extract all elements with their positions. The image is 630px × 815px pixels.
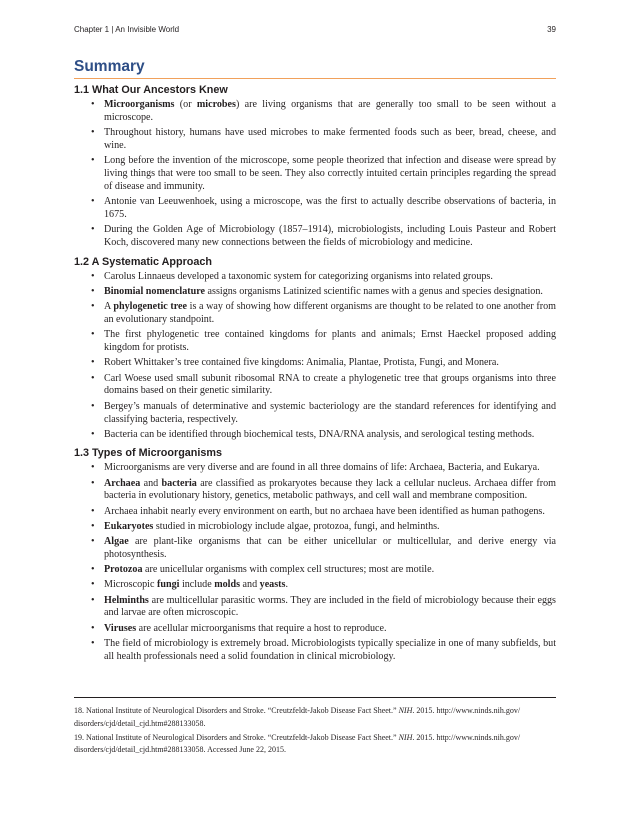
bullet-list bbox=[74, 271, 556, 442]
text-run: assigns organisms Latinized scientific names with a genus and species designation. bbox=[205, 285, 543, 297]
text-run: include bbox=[179, 579, 215, 591]
bold-term: microbes bbox=[196, 99, 236, 110]
bullet-list bbox=[74, 99, 556, 250]
bold-term: phylogenetic tree bbox=[113, 301, 188, 313]
bullet-item bbox=[74, 329, 556, 355]
text-run: is a way of showing how different organisms are thought to be related to one another from an evolutionary standpoint. bbox=[104, 301, 556, 326]
chapter-title: Chapter 1 | An Invisible World bbox=[74, 25, 180, 34]
text-run: are plant-like organisms that can be either unicellular or multicellular, and derive energy via photosynthesis. bbox=[104, 536, 556, 560]
bullet-item bbox=[74, 196, 556, 222]
bullet-item bbox=[74, 271, 556, 284]
bullet-item bbox=[74, 155, 556, 194]
bullet-item bbox=[74, 521, 556, 534]
bullet-item bbox=[74, 286, 556, 299]
text-run: Long before the invention of the microscope, some people theorized that infection and disease were spread by living things that were too small to be seen. They also correctly intuited certain principles regarding the spread of disease and immunity. bbox=[104, 155, 556, 193]
running-head bbox=[74, 25, 556, 34]
text-run: studied in microbiology include algae, protozoa, fungi, and helminths. bbox=[153, 520, 440, 532]
text-run: . 2015. http://www.ninds.nih.gov/ disorders/cjd/detail_cjd.htm#288133058. bbox=[74, 706, 521, 728]
text-run: Robert Whittaker’s tree contained five kingdoms: Animalia, Plantae, Protista, Fungi, and Monera. bbox=[104, 357, 499, 369]
page-number: 39 bbox=[547, 25, 556, 34]
italic-text: NIH bbox=[398, 706, 413, 715]
text-run: 18. National Institute of Neurological Disorders and Stroke. “Creutzfeldt-Jakob Disease Fact Sheet.” bbox=[74, 706, 399, 715]
footnotes bbox=[74, 705, 556, 758]
bullet-item bbox=[74, 462, 556, 475]
bullet-item bbox=[74, 224, 556, 250]
footnote-divider bbox=[74, 697, 556, 698]
text-run: and bbox=[140, 477, 162, 489]
text-run: Bacteria can be identified through biochemical tests, DNA/RNA analysis, and serological testing methods. bbox=[104, 428, 535, 440]
bullet-item bbox=[74, 373, 556, 399]
text-run: During the Golden Age of Microbiology (1857–1914), microbiologists, including Louis Pasteur and Robert Koch, discovered many new connections between the fields of microbiology and medicine. bbox=[104, 224, 556, 249]
text-run: . bbox=[285, 579, 288, 591]
text-run: ( bbox=[174, 99, 184, 110]
text-run: 19. National Institute of Neurological Disorders and Stroke. “Creutzfeldt-Jakob Disease Fact Sheet.” bbox=[74, 732, 399, 742]
bold-term: molds bbox=[214, 579, 241, 591]
bold-term: yeasts bbox=[259, 579, 286, 591]
text-run: The field of microbiology is extremely broad. Microbiologists typically specialize in one of many subfields, but all health professionals need a solid foundation in clinical microbiology. bbox=[104, 637, 556, 662]
bullet-item bbox=[74, 478, 556, 504]
section-heading: 1.2 A Systematic Approach bbox=[74, 255, 213, 268]
bold-term: Protozoa bbox=[104, 564, 143, 576]
bold-term: Eukaryotes bbox=[104, 520, 154, 532]
text-run: Throughout history, humans have used microbes to make fermented foods such as beer, bread, cheese, and wine. bbox=[104, 127, 556, 152]
bullet-item bbox=[74, 564, 556, 577]
bullet-item bbox=[74, 401, 556, 427]
section-heading: 1.1 What Our Ancestors Knew bbox=[74, 84, 228, 96]
summary-content bbox=[74, 84, 556, 669]
bullet-item bbox=[74, 99, 556, 125]
text-run: Carl Woese used small subunit ribosomal RNA to create a phylogenetic tree that groups organisms into three domains based on their genetic similarity. bbox=[104, 372, 556, 397]
bullet-item bbox=[74, 127, 556, 153]
bullet-item bbox=[74, 623, 556, 636]
bold-term: Archaea bbox=[104, 477, 141, 489]
text-run: Microorganisms are very diverse and are found in all three domains of life: Archaea, Bacteria, and Eukarya. bbox=[104, 462, 540, 474]
text-run: Bergey’s manuals of determinative and systemic bacteriology are the standard references for identifying and classifying bacteria, respectively. bbox=[104, 400, 556, 425]
bullet-list bbox=[74, 462, 556, 663]
bullet-item bbox=[74, 579, 556, 592]
italic-text: NIH bbox=[398, 732, 413, 742]
footnote-item bbox=[74, 732, 556, 757]
text-run: are unicellular organisms with complex cell structures; most are motile. bbox=[142, 564, 435, 576]
bullet-item bbox=[74, 357, 556, 370]
bullet-item bbox=[74, 536, 556, 562]
text-run: . 2015. http://www.ninds.nih.gov/ disorders/cjd/detail_cjd.htm#288133058. Accessed June 22, 2015. bbox=[74, 732, 521, 755]
footnote-item bbox=[74, 705, 556, 730]
bold-term: bacteria bbox=[161, 477, 197, 489]
bullet-item bbox=[74, 506, 556, 519]
text-run: are acellular microorganisms that require a host to reproduce. bbox=[136, 622, 387, 634]
text-run: are classified as prokaryotes because they lack a cellular nucleus. Archaea differ from bacteria in evolutionary history, genetics, metabolic pathways, and cell wall and membrane composition. bbox=[104, 477, 556, 502]
bold-term: Viruses bbox=[104, 622, 137, 634]
bold-term: Algae bbox=[104, 536, 129, 548]
bullet-item bbox=[74, 301, 556, 327]
bold-term: fungi bbox=[156, 579, 180, 591]
bold-term: Binomial nomenclature bbox=[104, 285, 206, 297]
text-run: A bbox=[104, 301, 114, 313]
text-run: Microscopic bbox=[104, 579, 157, 591]
text-run: Carolus Linnaeus developed a taxonomic system for categorizing organisms into related groups. bbox=[104, 270, 493, 282]
bold-term: Helminths bbox=[104, 594, 149, 606]
bullet-item bbox=[74, 595, 556, 621]
bold-term: Microorganisms bbox=[104, 99, 175, 110]
summary-title: Summary bbox=[74, 58, 556, 79]
text-run: ) are living organisms that are generally too small to be seen without a microscope. bbox=[104, 99, 557, 123]
text-run: and bbox=[240, 579, 260, 591]
bullet-item bbox=[74, 429, 556, 442]
text-run: are multicellular parasitic worms. They are included in the field of microbiology because their eggs and larvae are often microscopic. bbox=[104, 594, 556, 619]
section-heading: 1.3 Types of Microorganisms bbox=[74, 447, 222, 460]
bullet-item bbox=[74, 638, 556, 664]
text-run: Antonie van Leeuwenhoek, using a microscope, was the first to actually describe observations of bacteria, in 1675. bbox=[104, 196, 556, 221]
text-run: The first phylogenetic tree contained kingdoms for plants and animals; Ernst Haeckel proposed adding kingdom for protists. bbox=[104, 329, 556, 354]
text-run: Archaea inhabit nearly every environment on earth, but no archaea have been identified as human pathogens. bbox=[104, 505, 545, 517]
text-run: or bbox=[183, 99, 197, 110]
